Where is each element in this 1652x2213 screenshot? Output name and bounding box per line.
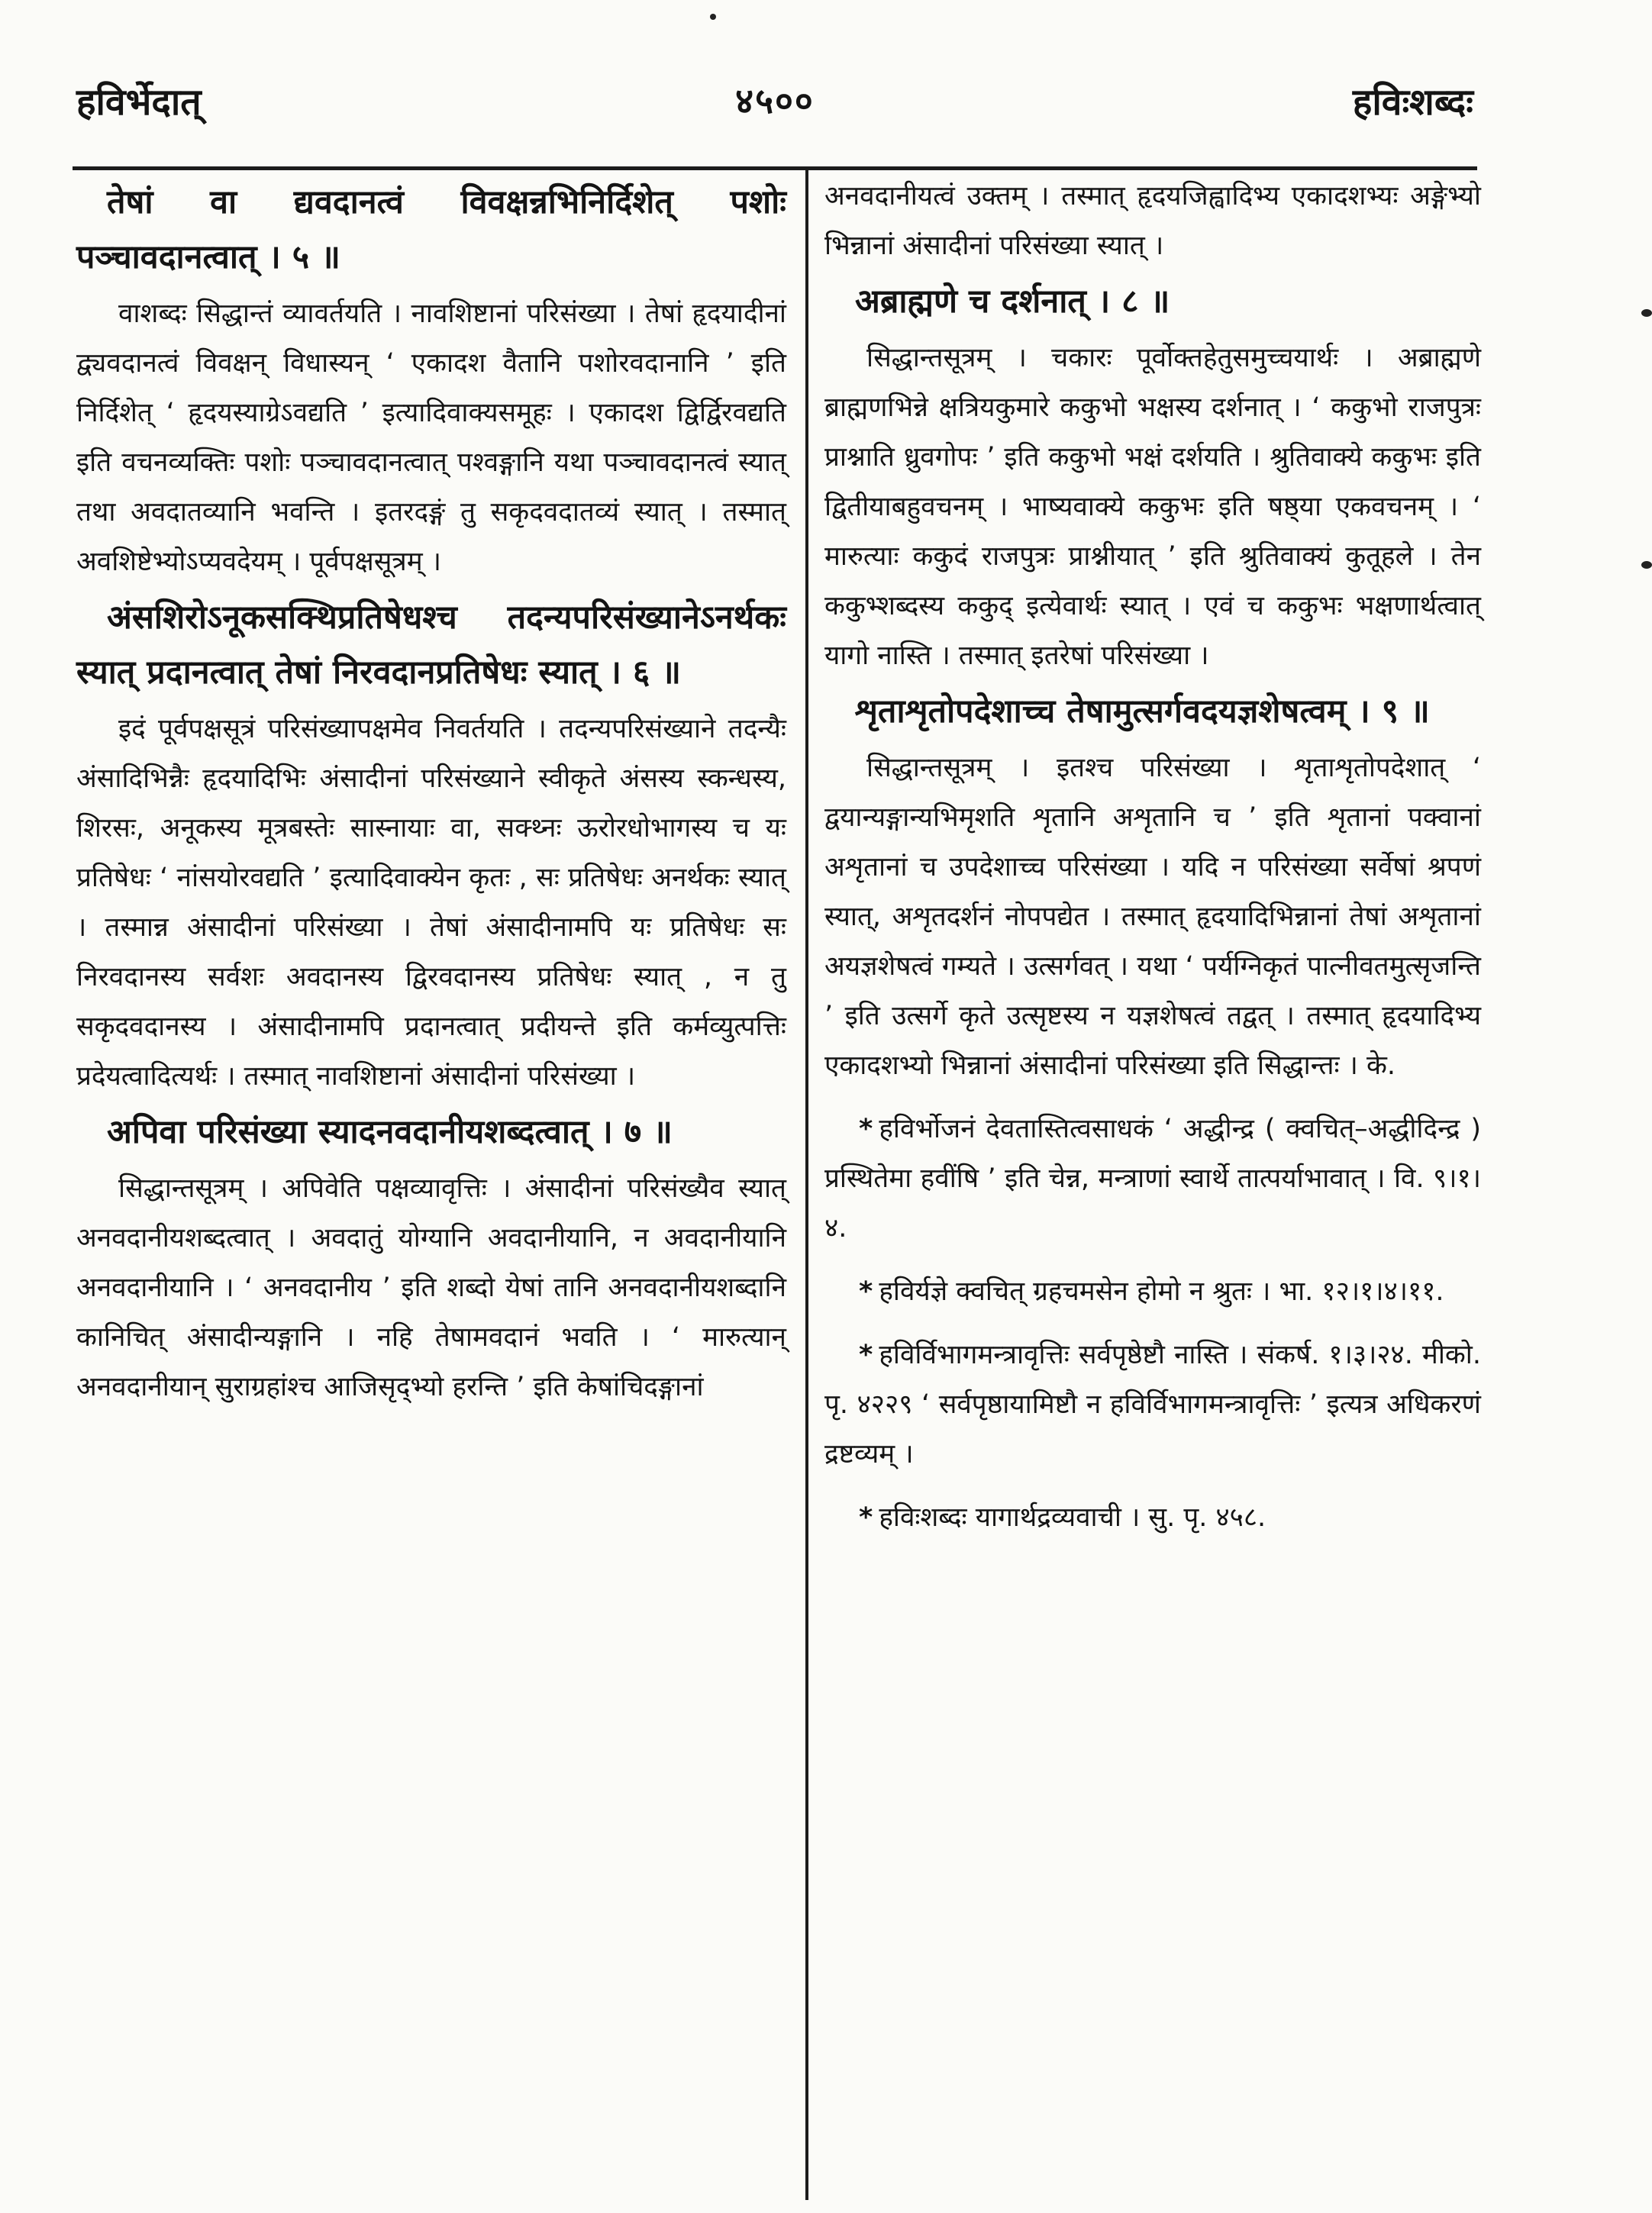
sutra-9: शृताशृतोपदेशाच्च तेषामुत्सर्गवदयज्ञशेषत्वम् । ९ ॥	[855, 692, 1430, 731]
note-text: हविर्यज्ञे क्वचित् ग्रहचमसेन होमो न श्रुतः । भा. १२।१।४।११.	[879, 1276, 1444, 1307]
asterisk-icon: *	[859, 1114, 873, 1144]
note-entry	[824, 1105, 1481, 1253]
page-header	[76, 76, 1473, 153]
commentary-7: सिद्धान्तसूत्रम् । अपिवेति पक्षव्यावृत्तिः । अंसादीनां परिसंख्यैव स्यात् अनवदानीयशब्दत्वात् । अवदातुं योग्यानि अवदानीयानि, न अवदानीयानि अनवदानीयानि । ‘ अनवदानीय ’ इति शब्दो येषां तानि अनवदानीयशब्दानि कानिचित् अंसादीन्यङ्गानि । नहि तेषामवदानं भवति । ‘ मारुत्यान् अनवदानीयान् सुराग्रहांश्च आजिसृद्भ्यो हरन्ति ’ इति केषांचिदङ्गानां	[76, 1173, 786, 1402]
note-entry	[824, 1331, 1481, 1479]
sutra-5: तेषां वा द्यवदानत्वं विवक्षन्नभिनिर्दिशेत् पशोः पञ्चावदानत्वात् । ५ ॥	[76, 183, 786, 276]
asterisk-icon: *	[859, 1340, 873, 1370]
note-entry	[824, 1493, 1481, 1543]
commentary-7-continued: अनवदानीयत्वं उक्तम् । तस्मात् हृदयजिह्वादिभ्य एकादशभ्यः अङ्गेभ्यो भिन्नानां अंसादीनां परिसंख्या स्यात् ।	[824, 181, 1481, 261]
right-column	[824, 172, 1481, 1543]
header-left-catchword: हविर्भेदात्	[76, 81, 202, 124]
asterisk-icon: *	[859, 1276, 873, 1307]
asterisk-icon: *	[859, 1502, 873, 1533]
edge-mark	[1641, 309, 1652, 317]
sutra-7: अपिवा परिसंख्या स्यादनवदानीयशब्दत्वात् । ७ ॥	[107, 1113, 673, 1151]
commentary-8: सिद्धान्तसूत्रम् । चकारः पूर्वोक्तहेतुसमुच्चयार्थः । अब्राह्मणे ब्राह्मणभिन्ने क्षत्रियकुमारे ककुभो भक्षस्य दर्शनात् । ‘ ककुभो राजपुत्रः प्राश्नाति ध्रुवगोपः ’ इति ककुभो भक्षं दर्शयति । श्रुतिवाक्ये ककुभः इति द्वितीयाबहुवचनम् । भाष्यवाक्ये ककुभः इति षष्ठ्या एकवचनम् । ‘ मारुत्याः ककुदं राजपुत्रः प्राश्नीयात् ’ इति श्रुतिवाक्यं कुतूहले । तेन ककुभ्शब्दस्य ककुद् इत्येवार्थः स्यात् । एवं च ककुभः भक्षणार्थत्वात् यागो नास्ति । तस्मात् इतरेषां परिसंख्या ।	[824, 343, 1481, 671]
column-divider	[805, 169, 808, 2200]
commentary-6: इदं पूर्वपक्षसूत्रं परिसंख्यापक्षमेव निवर्तयति । तदन्यपरिसंख्याने तदन्यैः अंसादिभिन्नैः हृदयादिभिः अंसादीनां परिसंख्याने स्वीकृते अंसस्य स्कन्धस्य, शिरसः, अनूकस्य मूत्रबस्तेः सास्नायाः वा, सक्थ्नः ऊरोरधोभागस्य च यः प्रतिषेधः ‘ नांसयोरवद्यति ’ इत्यादिवाक्येन कृतः , सः प्रतिषेधः अनर्थकः स्यात् । तस्मान्न अंसादीनां परिसंख्या । तेषां अंसादीनामपि यः प्रतिषेधः सः निरवदानस्य सर्वशः अवदानस्य द्विरवदानस्य प्रतिषेधः स्यात् , न तु सकृदवदानस्य । अंसादीनामपि प्रदानत्वात् प्रदीयन्ते इति कर्मव्युत्पत्तिः प्रदेयत्वादित्यर्थः । तस्मात् नावशिष्टानां अंसादीनां परिसंख्या ।	[76, 714, 786, 1092]
header-right-catchword: हविःशब्दः	[1352, 81, 1473, 124]
note-text: हविर्विभागमन्त्रावृत्तिः सर्वपृष्ठेष्टौ नास्ति । संकर्ष. १।३।२४. मीको. पृ. ४२२९ ‘ सर्वपृष्ठायामिष्टौ न हविर्विभागमन्त्रावृत्तिः ’ इत्यत्र अधिकरणं द्रष्टव्यम् ।	[824, 1340, 1481, 1469]
header-rule	[73, 166, 1477, 170]
commentary-5: वाशब्दः सिद्धान्तं व्यावर्तयति । नावशिष्टानां परिसंख्या । तेषां हृदयादीनां द्व्यवदानत्वं विवक्षन् विधास्यन् ‘ एकादश वैतानि पशोरवदानानि ’ इति निर्दिशेत् ‘ हृदयस्याग्रेऽवद्यति ’ इत्यादिवाक्यसमूहः । एकादश द्विर्द्विरवद्यति इति वचनव्यक्तिः पशोः पञ्चावदानत्वात् पश्वङ्गानि यथा पञ्चावदानत्वं स्यात् तथा अवदातव्यानि भवन्ति । इतरदङ्गं तु सकृदवदातव्यं स्यात् । तस्मात् अवशिष्टेभ्योऽप्यवदेयम् । पूर्वपक्षसूत्रम् ।	[76, 298, 786, 577]
note-entry	[824, 1267, 1481, 1317]
sutra-8: अब्राह्मणे च दर्शनात् । ८ ॥	[855, 282, 1170, 321]
page-number: ४५००	[735, 80, 815, 121]
speck-mark	[710, 14, 716, 20]
note-text: हविर्भोजनं देवतास्तित्वसाधकं ‘ अद्धीन्द्र ( क्वचित्–अद्धीदिन्द्र ) प्रस्थितेमा हवींषि ’ इति चेन्न, मन्त्राणां स्वार्थे तात्पर्याभावात् । वि. ९।१।४.	[824, 1114, 1481, 1244]
sutra-6: अंसशिरोऽनूकसक्थिप्रतिषेधश्च तदन्यपरिसंख्यानेऽनर्थकः स्यात् प्रदानत्वात् तेषां निरवदानप्रतिषेधः स्यात् । ६ ॥	[76, 598, 786, 692]
edge-mark	[1641, 561, 1652, 569]
commentary-9: सिद्धान्तसूत्रम् । इतश्च परिसंख्या । शृताशृतोपदेशात् ‘ द्वयान्यङ्गान्यभिमृशति शृतानि अशृतानि च ’ इति शृतानां पक्वानां अशृतानां च उपदेशाच्च परिसंख्या । यदि न परिसंख्या सर्वेषां श्रपणं स्यात्, अशृतदर्शनं नोपपद्येत । तस्मात् हृदयादिभिन्नानां तेषां अशृतानां अयज्ञशेषत्वं गम्यते । उत्सर्गवत् । यथा ‘ पर्यग्निकृतं पात्नीवतमुत्सृजन्ति ’ इति उत्सर्गे कृते उत्सृष्टस्य न यज्ञशेषत्वं तद्वत् । तस्मात् हृदयादिभ्य एकादशभ्यो भिन्नानां अंसादीनां परिसंख्या इति सिद्धान्तः । के.	[824, 753, 1481, 1081]
left-column	[76, 172, 786, 1412]
note-text: हविःशब्दः यागार्थद्रव्यवाची । सु. पृ. ४५८.	[879, 1502, 1266, 1533]
